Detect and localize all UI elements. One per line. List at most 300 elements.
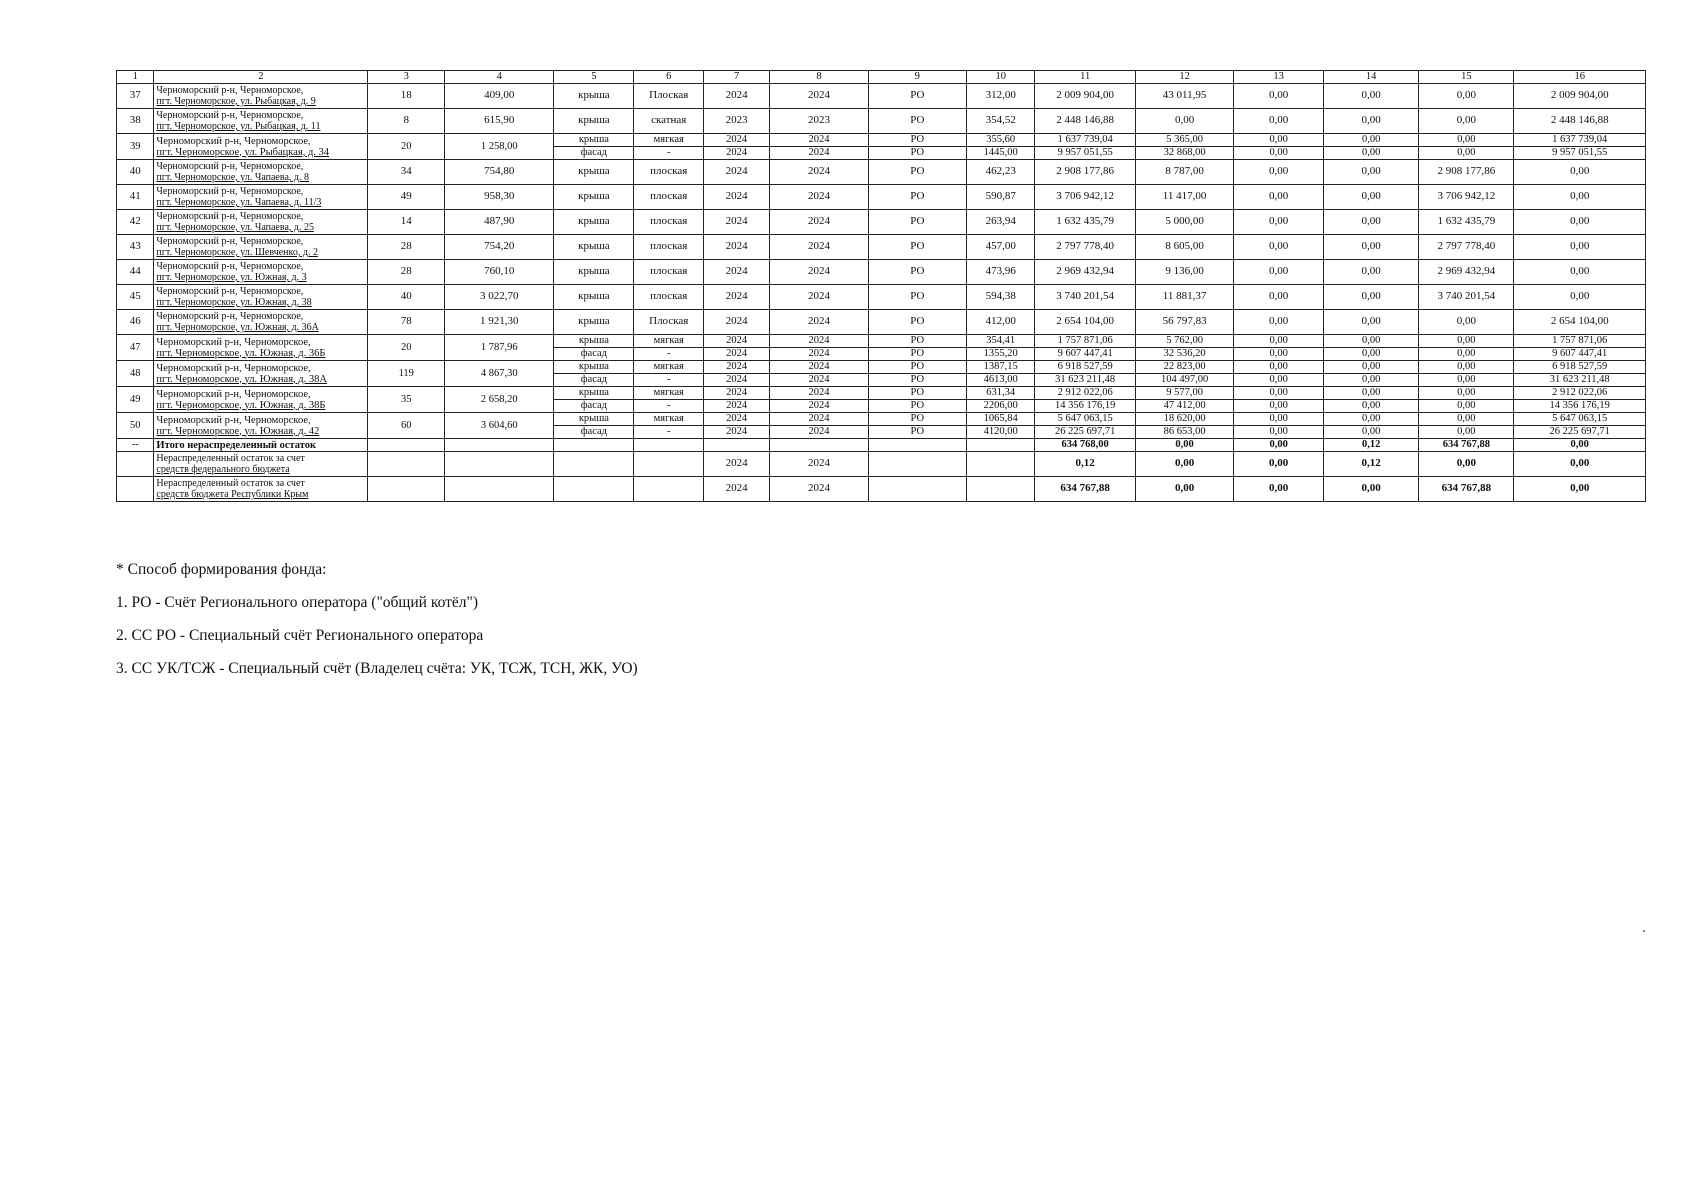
notes-title: * Способ формирования фонда: (116, 561, 327, 578)
data-cell: 2024 (703, 310, 769, 335)
column-number: 15 (1419, 71, 1514, 84)
area-cell: 487,90 (445, 210, 554, 235)
residual-value: 0,12 (1035, 452, 1136, 477)
residents-cell: 40 (368, 285, 445, 310)
empty-cell (703, 439, 769, 452)
data-cell: 2023 (703, 109, 769, 134)
data-cell: 56 797,83 (1135, 310, 1233, 335)
data-cell: 0,00 (1324, 374, 1419, 387)
data-cell: 2 448 146,88 (1514, 109, 1646, 134)
empty-cell (634, 477, 704, 502)
address-cell (154, 134, 368, 160)
empty-cell (554, 452, 634, 477)
area-cell: 3 022,70 (445, 285, 554, 310)
data-cell: 32 868,00 (1135, 147, 1233, 160)
data-cell: 0,00 (1419, 361, 1514, 374)
fund-formation-notes (116, 553, 638, 685)
address-line: пгт. Черноморское, ул. Рыбацкая, д. 9 (156, 96, 316, 107)
row-number: 46 (117, 310, 154, 335)
residents-cell: 49 (368, 185, 445, 210)
data-cell: фасад (554, 147, 634, 160)
data-cell: 2024 (770, 361, 868, 374)
note-item: 1. РО - Счёт Регионального оператора ("общий котёл") (116, 594, 478, 611)
data-cell: 0,00 (1234, 260, 1324, 285)
empty-cell (117, 452, 154, 477)
address-line: пгт. Черноморское, ул. Чапаева, д. 25 (156, 222, 314, 233)
residents-cell: 60 (368, 413, 445, 439)
data-cell: 3 706 942,12 (1035, 185, 1136, 210)
residual-value: 0,00 (1234, 452, 1324, 477)
address-line: Черноморский р-н, Черноморское, (156, 211, 304, 222)
address-line: пгт. Черноморское, ул. Южная, д. 42 (156, 425, 320, 437)
data-cell: 462,23 (966, 160, 1034, 185)
data-cell: 457,00 (966, 235, 1034, 260)
data-cell: 5 647 063,15 (1035, 413, 1136, 426)
data-cell: крыша (554, 185, 634, 210)
column-number: 1 (117, 71, 154, 84)
data-cell: 0,00 (1324, 260, 1419, 285)
row-number: 37 (117, 84, 154, 109)
data-cell: 9 607 447,41 (1514, 348, 1646, 361)
data-cell: 0,00 (1324, 160, 1419, 185)
data-cell: 0,00 (1324, 84, 1419, 109)
scan-speck (1643, 930, 1645, 932)
data-cell: РО (868, 235, 966, 260)
residual-value: 0,00 (1324, 477, 1419, 502)
area-cell: 615,90 (445, 109, 554, 134)
data-cell: 0,00 (1234, 109, 1324, 134)
total-value: 0,00 (1234, 439, 1324, 452)
data-cell: мягкая (634, 361, 704, 374)
data-cell: 2024 (703, 260, 769, 285)
residents-cell: 20 (368, 335, 445, 361)
table-row (117, 260, 1646, 285)
data-cell: 0,00 (1324, 361, 1419, 374)
data-cell: 5 647 063,15 (1514, 413, 1646, 426)
address-line: Черноморский р-н, Черноморское, (156, 336, 311, 348)
table-row (117, 413, 1646, 426)
year-cell: 2024 (703, 477, 769, 502)
data-cell: 2023 (770, 109, 868, 134)
empty-cell (445, 439, 554, 452)
address-line: пгт. Черноморское, ул. Южная, д. 38Б (156, 399, 326, 411)
address-line: пгт. Черноморское, ул. Чапаева, д. 11/3 (156, 197, 322, 208)
data-cell: - (634, 374, 704, 387)
data-cell: 0,00 (1135, 109, 1233, 134)
data-cell: 6 918 527,59 (1514, 361, 1646, 374)
address-line: пгт. Черноморское, ул. Южная, д. 38 (156, 297, 312, 308)
residents-cell: 119 (368, 361, 445, 387)
address-line: Черноморский р-н, Черноморское, (156, 388, 311, 400)
data-cell: крыша (554, 109, 634, 134)
data-cell: фасад (554, 426, 634, 439)
data-cell: мягкая (634, 134, 704, 147)
data-cell: фасад (554, 374, 634, 387)
column-number: 10 (966, 71, 1034, 84)
address-cell (154, 335, 368, 361)
data-cell: 18 620,00 (1135, 413, 1233, 426)
table-row (117, 84, 1646, 109)
empty-cell (368, 439, 445, 452)
residual-value: 0,00 (1135, 452, 1233, 477)
data-cell: плоская (634, 210, 704, 235)
row-number: 48 (117, 361, 154, 387)
residents-cell: 78 (368, 310, 445, 335)
data-cell: 0,00 (1324, 413, 1419, 426)
data-cell: 2024 (703, 374, 769, 387)
column-number: 8 (770, 71, 868, 84)
data-cell: крыша (554, 335, 634, 348)
total-value: 634 767,88 (1419, 439, 1514, 452)
data-cell: 5 762,00 (1135, 335, 1233, 348)
data-cell: РО (868, 109, 966, 134)
data-cell: 1387,15 (966, 361, 1034, 374)
area-cell: 754,20 (445, 235, 554, 260)
data-cell: 86 653,00 (1135, 426, 1233, 439)
row-number: 41 (117, 185, 154, 210)
total-row (117, 439, 1646, 452)
data-cell: 1 637 739,04 (1514, 134, 1646, 147)
address-cell (154, 361, 368, 387)
residual-value: 0,00 (1514, 452, 1646, 477)
empty-cell (966, 439, 1034, 452)
data-cell: 355,60 (966, 134, 1034, 147)
data-cell: 473,96 (966, 260, 1034, 285)
data-cell: 0,00 (1419, 400, 1514, 413)
data-cell: 2024 (770, 310, 868, 335)
data-cell: скатная (634, 109, 704, 134)
data-cell: 9 136,00 (1135, 260, 1233, 285)
row-number: 47 (117, 335, 154, 361)
table-row (117, 109, 1646, 134)
data-cell: 354,52 (966, 109, 1034, 134)
address-line: Черноморский р-н, Черноморское, (156, 311, 304, 322)
area-cell: 754,80 (445, 160, 554, 185)
data-cell: РО (868, 374, 966, 387)
data-cell: плоская (634, 185, 704, 210)
data-cell: РО (868, 400, 966, 413)
data-cell: РО (868, 285, 966, 310)
empty-cell (117, 477, 154, 502)
address-line: пгт. Черноморское, ул. Южная, д. 36Б (156, 347, 326, 359)
data-cell: 0,00 (1419, 335, 1514, 348)
data-cell: 8 605,00 (1135, 235, 1233, 260)
data-cell: крыша (554, 84, 634, 109)
data-cell: 2024 (770, 348, 868, 361)
data-cell: 0,00 (1234, 84, 1324, 109)
data-cell: 312,00 (966, 84, 1034, 109)
data-cell: 4613,00 (966, 374, 1034, 387)
residual-row (117, 477, 1646, 502)
data-cell: 0,00 (1324, 310, 1419, 335)
data-cell: 1 757 871,06 (1514, 335, 1646, 348)
data-cell: крыша (554, 285, 634, 310)
residual-value: 0,00 (1135, 477, 1233, 502)
row-number: 44 (117, 260, 154, 285)
year-cell: 2024 (703, 452, 769, 477)
data-cell: 0,00 (1234, 374, 1324, 387)
data-cell: РО (868, 160, 966, 185)
row-number: 40 (117, 160, 154, 185)
data-cell: 0,00 (1234, 185, 1324, 210)
address-cell (154, 477, 368, 502)
data-cell: 0,00 (1234, 134, 1324, 147)
empty-cell (368, 452, 445, 477)
data-cell: - (634, 147, 704, 160)
area-cell: 409,00 (445, 84, 554, 109)
empty-cell (368, 477, 445, 502)
column-number: 12 (1135, 71, 1233, 84)
note-item: 3. СС УК/ТСЖ - Специальный счёт (Владелец счёта: УК, ТСЖ, ТСН, ЖК, УО) (116, 660, 638, 677)
residual-value: 0,12 (1324, 452, 1419, 477)
empty-cell (868, 439, 966, 452)
area-cell: 1 258,00 (445, 134, 554, 160)
data-cell: 0,00 (1419, 147, 1514, 160)
address-line: пгт. Черноморское, ул. Рыбацкая, д. 11 (156, 121, 321, 132)
total-value: 0,00 (1514, 439, 1646, 452)
table-row (117, 210, 1646, 235)
data-cell: 2024 (770, 387, 868, 400)
address-line: Нераспределенный остаток за счет (156, 478, 305, 489)
address-line: Черноморский р-н, Черноморское, (156, 85, 304, 96)
empty-cell (770, 439, 868, 452)
data-cell: 0,00 (1324, 147, 1419, 160)
data-cell: РО (868, 147, 966, 160)
data-cell: 2024 (703, 400, 769, 413)
data-cell: 1 632 435,79 (1419, 210, 1514, 235)
data-cell: 26 225 697,71 (1514, 426, 1646, 439)
data-cell: 2024 (770, 374, 868, 387)
address-cell (154, 285, 368, 310)
total-label: Итого нераспределенный остаток (154, 439, 368, 452)
empty-cell (445, 477, 554, 502)
data-cell: РО (868, 210, 966, 235)
address-cell (154, 413, 368, 439)
data-cell: 2024 (770, 426, 868, 439)
data-cell: 2 908 177,86 (1035, 160, 1136, 185)
data-cell: 594,38 (966, 285, 1034, 310)
data-cell: 0,00 (1234, 285, 1324, 310)
address-line: Черноморский р-н, Черноморское, (156, 414, 311, 426)
column-number: 3 (368, 71, 445, 84)
empty-cell (966, 452, 1034, 477)
address-line: средств бюджета Республики Крым (156, 489, 309, 500)
data-cell: РО (868, 335, 966, 348)
address-line: пгт. Черноморское, ул. Южная, д. 36А (156, 322, 319, 333)
row-number: 45 (117, 285, 154, 310)
data-cell: РО (868, 310, 966, 335)
column-number: 9 (868, 71, 966, 84)
data-cell: 1355,20 (966, 348, 1034, 361)
area-cell: 760,10 (445, 260, 554, 285)
address-line: Нераспределенный остаток за счет (156, 453, 305, 464)
residual-value: 0,00 (1234, 477, 1324, 502)
data-cell: 263,94 (966, 210, 1034, 235)
column-number: 16 (1514, 71, 1646, 84)
data-cell: 2024 (770, 260, 868, 285)
address-cell (154, 185, 368, 210)
data-cell: 2 908 177,86 (1419, 160, 1514, 185)
data-cell: 0,00 (1324, 335, 1419, 348)
data-cell: 0,00 (1234, 210, 1324, 235)
data-cell: 2024 (703, 185, 769, 210)
data-cell: 0,00 (1419, 84, 1514, 109)
data-cell: - (634, 400, 704, 413)
area-cell: 1 921,30 (445, 310, 554, 335)
data-cell: 0,00 (1514, 260, 1646, 285)
data-cell: плоская (634, 285, 704, 310)
residual-value: 634 767,88 (1035, 477, 1136, 502)
table-row (117, 160, 1646, 185)
column-number: 13 (1234, 71, 1324, 84)
data-cell: 2206,00 (966, 400, 1034, 413)
row-number: 38 (117, 109, 154, 134)
data-cell: 2024 (703, 84, 769, 109)
row-number: 50 (117, 413, 154, 439)
data-cell: 2024 (770, 185, 868, 210)
data-cell: 0,00 (1324, 210, 1419, 235)
area-cell: 2 658,20 (445, 387, 554, 413)
data-cell: 2024 (703, 285, 769, 310)
data-cell: 1 757 871,06 (1035, 335, 1136, 348)
address-line: пгт. Черноморское, ул. Шевченко, д. 2 (156, 247, 318, 258)
data-cell: плоская (634, 260, 704, 285)
table-row (117, 310, 1646, 335)
empty-cell (554, 439, 634, 452)
row-number: -- (117, 439, 154, 452)
data-cell: РО (868, 413, 966, 426)
data-cell: 2024 (770, 160, 868, 185)
residents-cell: 28 (368, 260, 445, 285)
data-cell: 2024 (703, 335, 769, 348)
column-number: 6 (634, 71, 704, 84)
data-cell: 2024 (770, 413, 868, 426)
data-cell: 2024 (703, 426, 769, 439)
residents-cell: 35 (368, 387, 445, 413)
address-cell (154, 452, 368, 477)
data-cell: 354,41 (966, 335, 1034, 348)
area-cell: 4 867,30 (445, 361, 554, 387)
row-number: 49 (117, 387, 154, 413)
data-cell: крыша (554, 160, 634, 185)
data-cell: 1445,00 (966, 147, 1034, 160)
data-cell: 2 448 146,88 (1035, 109, 1136, 134)
data-cell: 5 000,00 (1135, 210, 1233, 235)
data-cell: 0,00 (1324, 348, 1419, 361)
column-number: 11 (1035, 71, 1136, 84)
year-cell: 2024 (770, 452, 868, 477)
data-cell: РО (868, 387, 966, 400)
data-cell: 0,00 (1419, 134, 1514, 147)
data-cell: 2 797 778,40 (1419, 235, 1514, 260)
data-cell: 32 536,20 (1135, 348, 1233, 361)
empty-cell (634, 452, 704, 477)
data-cell: 412,00 (966, 310, 1034, 335)
column-number: 5 (554, 71, 634, 84)
data-cell: 0,00 (1514, 160, 1646, 185)
data-cell: 2024 (703, 348, 769, 361)
residents-cell: 28 (368, 235, 445, 260)
address-cell (154, 310, 368, 335)
table-row (117, 185, 1646, 210)
data-cell: 2024 (703, 235, 769, 260)
data-cell: 2024 (770, 210, 868, 235)
table-row (117, 134, 1646, 147)
data-cell: 9 957 051,55 (1035, 147, 1136, 160)
residents-cell: 8 (368, 109, 445, 134)
data-cell: 0,00 (1234, 387, 1324, 400)
data-cell: 0,00 (1234, 335, 1324, 348)
data-cell: 0,00 (1234, 400, 1324, 413)
data-cell: 2 912 022,06 (1514, 387, 1646, 400)
data-cell: 2024 (703, 210, 769, 235)
data-cell: 0,00 (1514, 235, 1646, 260)
data-cell: РО (868, 185, 966, 210)
data-cell: 0,00 (1324, 235, 1419, 260)
data-cell: плоская (634, 160, 704, 185)
data-cell: 14 356 176,19 (1514, 400, 1646, 413)
address-cell (154, 387, 368, 413)
row-number: 43 (117, 235, 154, 260)
residents-cell: 20 (368, 134, 445, 160)
data-cell: 2 009 904,00 (1514, 84, 1646, 109)
area-cell: 1 787,96 (445, 335, 554, 361)
data-cell: 0,00 (1234, 310, 1324, 335)
address-line: Черноморский р-н, Черноморское, (156, 186, 304, 197)
empty-cell (554, 477, 634, 502)
data-cell: 11 881,37 (1135, 285, 1233, 310)
data-cell: 2024 (703, 387, 769, 400)
empty-cell (868, 452, 966, 477)
table-row (117, 361, 1646, 374)
data-cell: 31 623 211,48 (1035, 374, 1136, 387)
data-cell: крыша (554, 361, 634, 374)
data-cell: 2024 (770, 285, 868, 310)
residents-cell: 18 (368, 84, 445, 109)
data-cell: 2 009 904,00 (1035, 84, 1136, 109)
column-number: 7 (703, 71, 769, 84)
data-cell: мягкая (634, 413, 704, 426)
row-number: 39 (117, 134, 154, 160)
data-cell: крыша (554, 260, 634, 285)
data-cell: 2024 (770, 84, 868, 109)
total-value: 0,00 (1135, 439, 1233, 452)
data-cell: 2024 (703, 361, 769, 374)
table-row (117, 335, 1646, 348)
residents-cell: 34 (368, 160, 445, 185)
data-cell: 2 654 104,00 (1035, 310, 1136, 335)
address-line: Черноморский р-н, Черноморское, (156, 261, 304, 272)
address-line: Черноморский р-н, Черноморское, (156, 110, 304, 121)
address-cell (154, 160, 368, 185)
residual-value: 0,00 (1514, 477, 1646, 502)
data-cell: 0,00 (1324, 426, 1419, 439)
data-cell: 0,00 (1234, 413, 1324, 426)
data-cell: РО (868, 361, 966, 374)
data-cell: крыша (554, 413, 634, 426)
total-value: 0,12 (1324, 439, 1419, 452)
data-cell: 8 787,00 (1135, 160, 1233, 185)
empty-cell (966, 477, 1034, 502)
data-cell: 0,00 (1419, 109, 1514, 134)
address-line: Черноморский р-н, Черноморское, (156, 286, 304, 297)
data-cell: Плоская (634, 310, 704, 335)
data-cell: 0,00 (1234, 426, 1324, 439)
data-cell: 0,00 (1419, 374, 1514, 387)
data-cell: плоская (634, 235, 704, 260)
data-cell: 43 011,95 (1135, 84, 1233, 109)
data-cell: 2024 (770, 134, 868, 147)
